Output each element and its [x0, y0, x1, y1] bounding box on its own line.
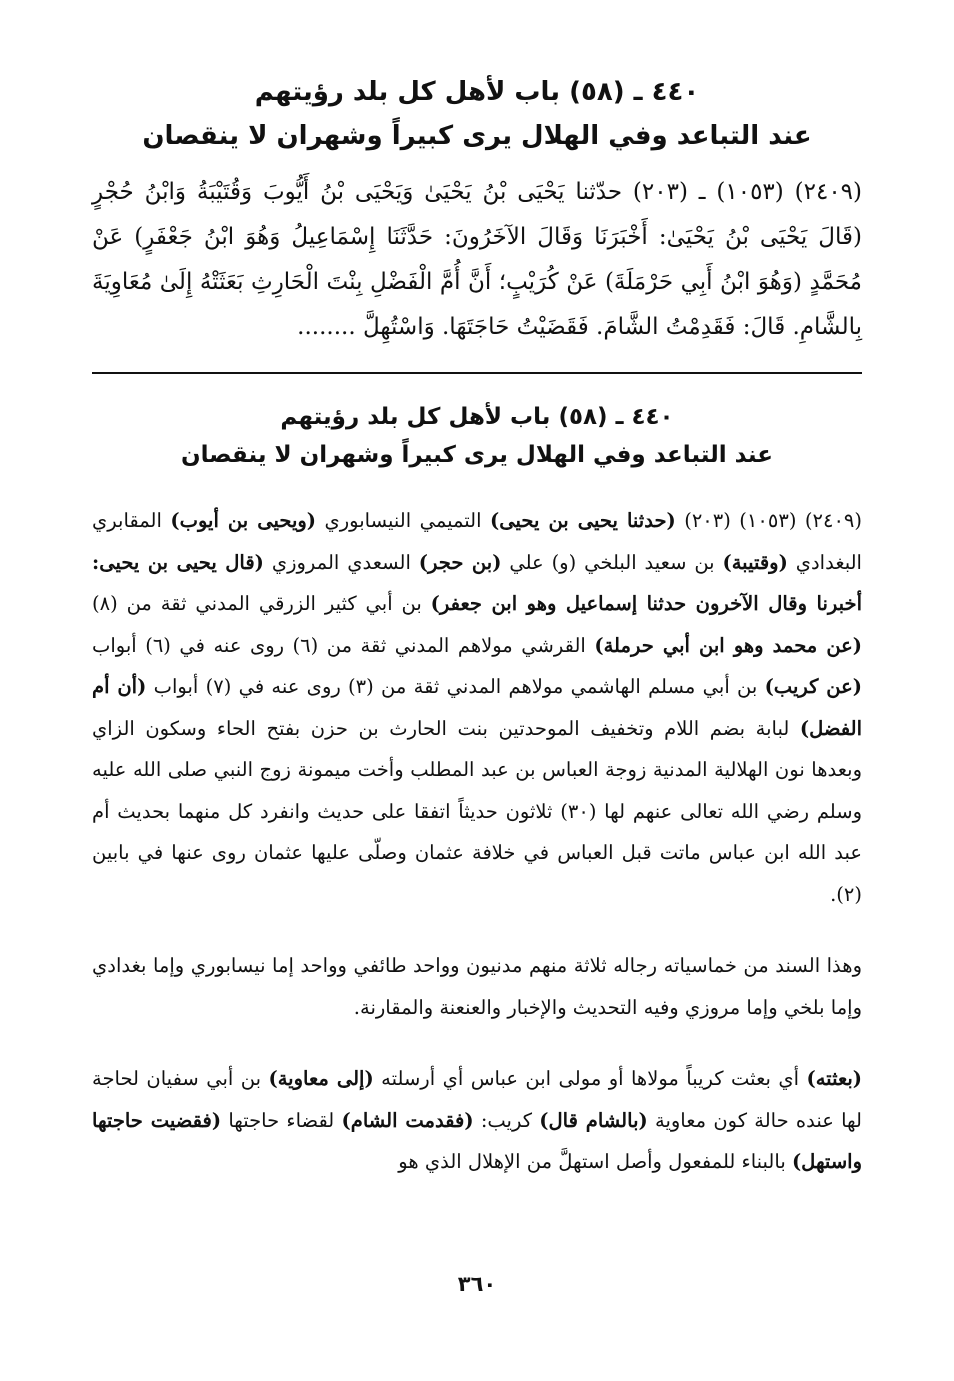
bold-span: (فقضيت حاجتها واستهل) [92, 1108, 862, 1173]
hadith-text: (٢٤٠٩) (١٠٥٣) ـ (٢٠٣) حدّثنا يَحْيَى بْنُ يَحْيَىٰ وَيَحْيَى بْنُ أَيُّوبَ وَقُتَيْبَةُ وَابْنُ حُجْرٍ (قَالَ يَحْيَى بْنُ يَحْيَىٰ: أَخْبَرَنَا وَقَالَ الآخَرُونَ: حَدَّثَنَا إِسْمَاعِيلُ وَهُوَ ابْنُ جَعْفَرٍ) عَنْ مُحَمَّدٍ (وَهُوَ ابْنُ أَبِي حَرْمَلَةَ) عَنْ كُرَيْبٍ؛ أَنَّ أُمَّ الْفَضْلِ بِنْتَ الْحَارِثِ بَعَثَتْهُ إِلَىٰ مُعَاوِيَةَ بِالشَّامِ. قَالَ: فَقَدِمْتُ الشَّامَ. فَقَضَيْتُ حَاجَتَهَا. وَاسْتُهِلَّ ........ [92, 179, 863, 340]
separator-line [92, 372, 862, 374]
chapter-title-line1: ٤٤٠ ـ (٥٨) باب لأهل كل بلد رؤيتهم [254, 77, 700, 107]
bold-span: (بعثته) [806, 1067, 863, 1090]
bold-span: (عن محمد وهو ابن أبي حرملة) [594, 633, 863, 657]
commentary-paragraph-narrators [92, 500, 862, 915]
bold-span: (أن أم الفضل) [92, 675, 862, 740]
text-span: (٢٤٠٩) (١٠٥٣) (٢٠٣) [684, 509, 863, 532]
bold-span: (قال يحيى بن يحيى: أخبرنا وقال الآخرون حدثنا إسماعيل وهو ابن جعفر) [92, 550, 862, 615]
text-span: بن سعيد البلخي (و) علي [509, 550, 715, 574]
chapter-title-line2: عند التباعد وفي الهلال يرى كبيراً وشهران لا ينقصان [142, 121, 812, 151]
bold-span: (وقتيبة) [722, 550, 788, 574]
bold-span: (حدثنا يحيى بن يحيى) [490, 509, 676, 532]
commentary-paragraph-isnad: وهذا السند من خماسياته رجاله ثلاثة منهم مدنيون وواحد طائفي وواحد إما نيسابوري وإما بغدادي وإما بلخي وإما مروزي وفيه التحديث والإخبار والعنعنة والمقارنة. [92, 954, 862, 1019]
bold-span: (فقدمت الشام) [341, 1108, 474, 1132]
chapter-heading [92, 70, 862, 158]
text-span: بن أبي سفيان لحاجة لها عنده حالة كون معاوية [92, 1067, 862, 1132]
commentary-heading [92, 398, 862, 474]
commentary-paragraph-explanation [92, 1058, 862, 1183]
page-number: ٣٦٠ [457, 1272, 497, 1296]
text-span: التميمي النيسابوري [324, 509, 482, 532]
text-span: أي بعثت كريباً مولاها أو مولى ابن عباس أي أرسلته [381, 1067, 800, 1090]
text-span: بن أبي كثير الزرقي المدني ثقة من (٨) [92, 592, 422, 615]
text-span: لبابة بضم اللام وتخفيف الموحدتين بنت الحارث بن حزن بفتح الحاء وسكون الزاي وبعدها نون الهلالية المدنية زوجة العباس بن عبد المطلب وأخت ميمونة زوج النبي صلى الله عليه وسلم رضي الله تعالى عنهم لها (٣٠) ثلاثون حديثاً اتفقا على حديث وانفرد كل منهما بحديث أم عبد الله ابن عباس ماتت قبل العباس في خلافة عثمان وصلّى عليها عثمان روى عنها في بابين (٢). [92, 716, 863, 906]
bold-span: (عن كريب) [764, 675, 862, 698]
text-span: كريب: [480, 1108, 533, 1132]
text-span: السعدي المروزي [271, 550, 411, 574]
bold-span: (بن حجر) [418, 550, 502, 574]
text-span: بالبناء للمفعول وأصل استهلَّ من الإهلال الذي هو [398, 1150, 786, 1173]
commentary-title-line1: ٤٤٠ ـ (٥٨) باب لأهل كل بلد رؤيتهم [280, 404, 674, 430]
commentary-title-line2: عند التباعد وفي الهلال يرى كبيراً وشهران لا ينقصان [180, 442, 774, 468]
text-span: لقضاء حاجتها [228, 1108, 335, 1132]
text-span: بن أبي مسلم الهاشمي مولاهم المدني ثقة من (٣) روى عنه في (٧) أبواب [153, 675, 758, 698]
bold-span: (بالشام قال) [539, 1108, 648, 1132]
bold-span: (ويحيى بن أيوب) [170, 509, 317, 532]
text-span: القرشي مولاهم المدني ثقة من (٦) روى عنه في (٦) أبواب [92, 633, 586, 657]
bold-span: (إلى معاوية) [268, 1067, 374, 1090]
page-content [92, 70, 862, 1183]
text-span: المقابري البغدادي [92, 509, 862, 574]
